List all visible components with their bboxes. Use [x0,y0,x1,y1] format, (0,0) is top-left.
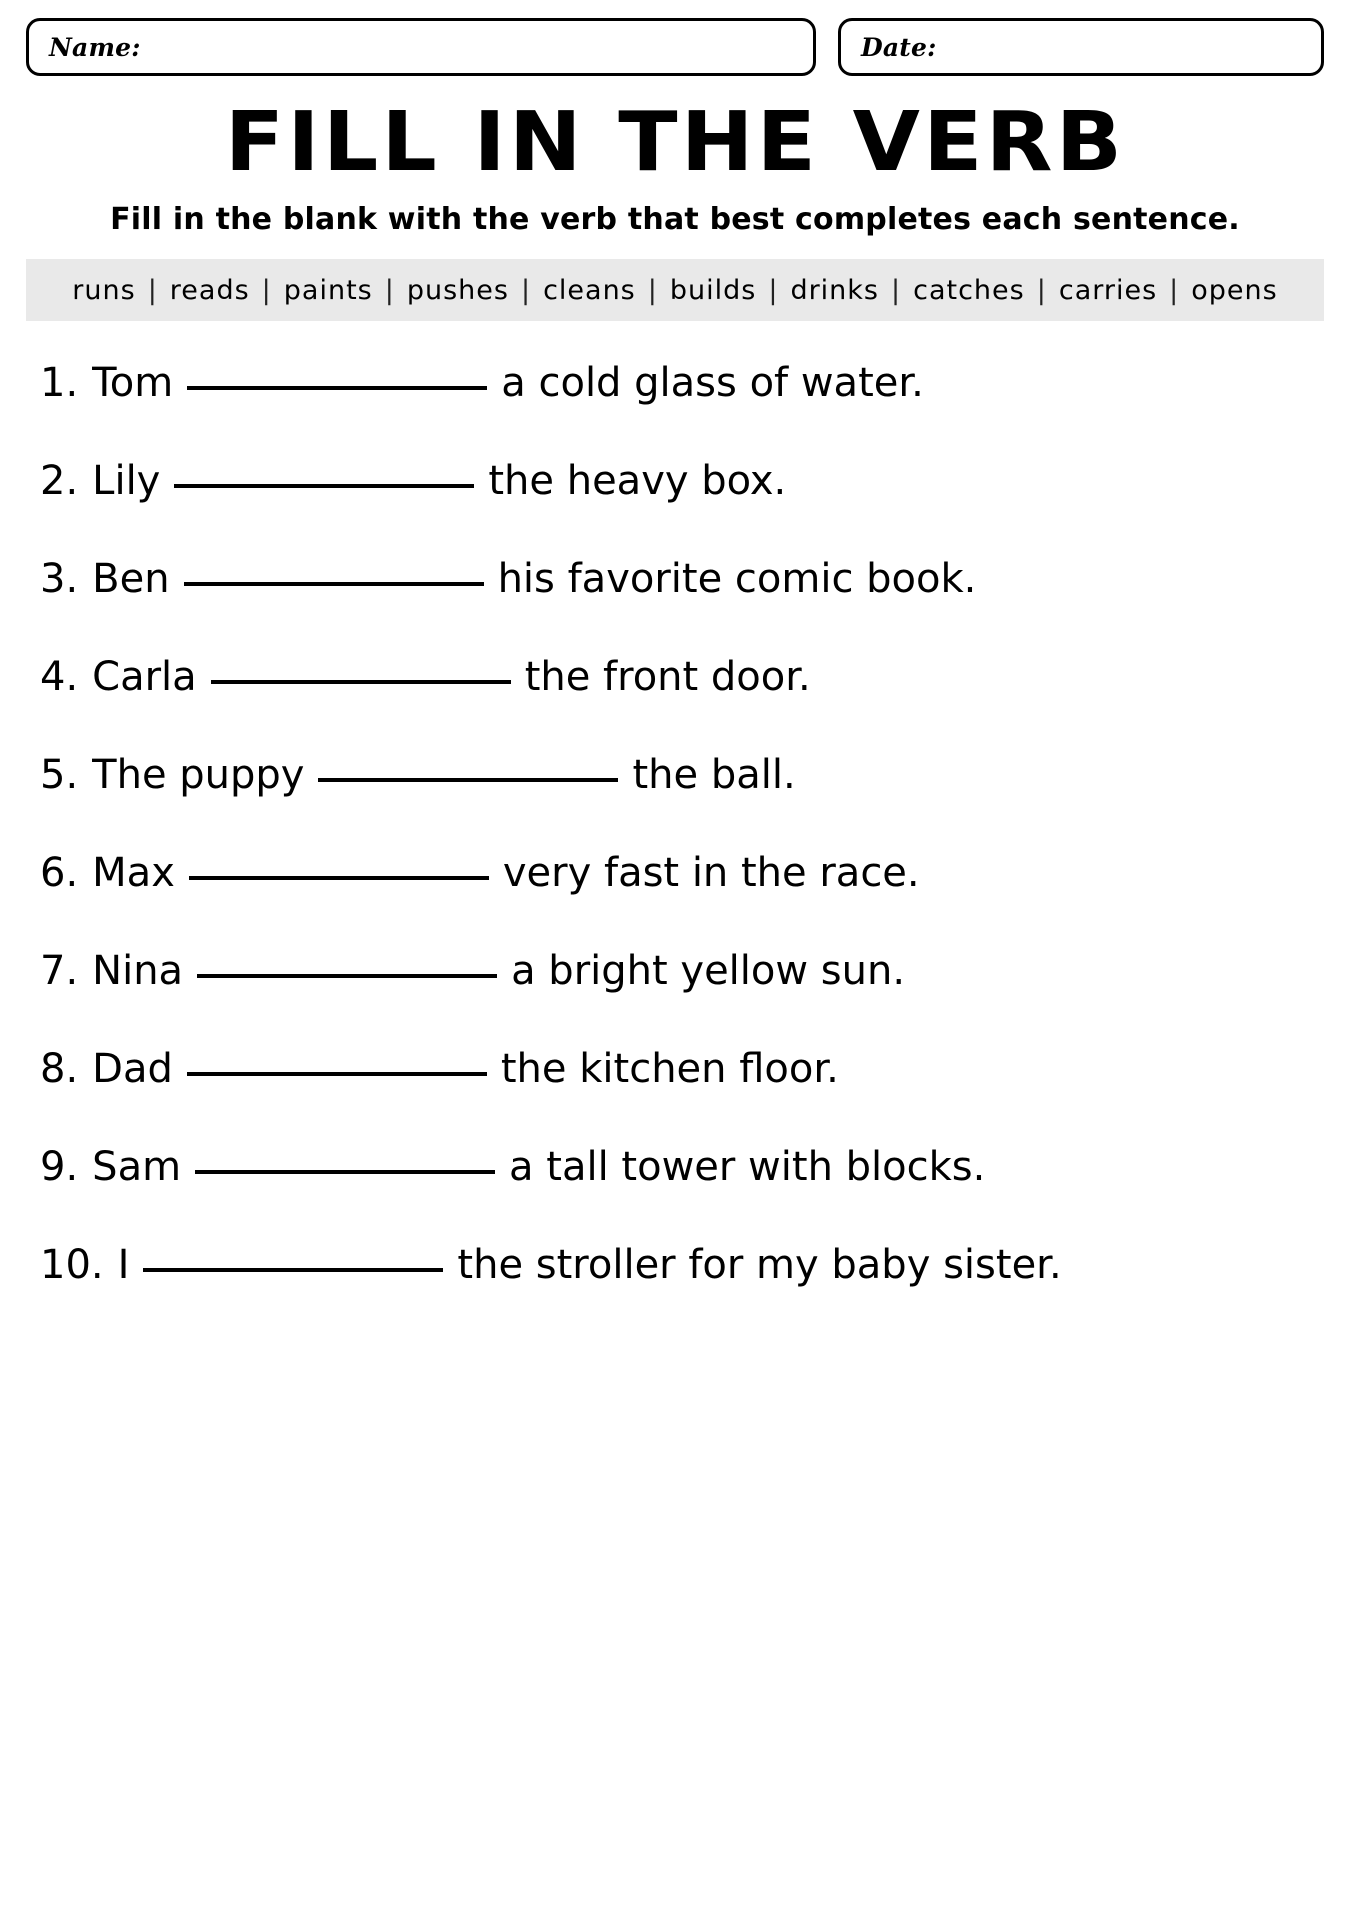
question-item [40,850,1324,896]
word-bank-word: runs [72,274,136,306]
answer-blank[interactable] [211,680,511,684]
word-bank-separator: | [1169,274,1180,306]
question-text-before-blank: Max [92,850,175,896]
word-bank-word: reads [169,274,250,306]
answer-blank[interactable] [197,974,497,978]
word-bank-word: builds [669,274,757,306]
question-text-after-blank: his favorite comic book. [497,556,977,602]
instructions: Fill in the blank with the verb that best completes each sentence. [110,202,1240,237]
question-item [40,1242,1324,1288]
word-bank-separator: | [147,274,158,306]
question-number: 6. [40,850,79,896]
word-bank-word: opens [1191,274,1278,306]
question-text-after-blank: the ball. [632,752,796,798]
word-bank-separator: | [261,274,272,306]
question-text-before-blank: I [117,1242,130,1288]
question-text-after-blank: a cold glass of water. [501,360,924,406]
answer-blank[interactable] [184,582,484,586]
answer-blank[interactable] [143,1268,443,1272]
question-item [40,948,1324,994]
word-bank-word: paints [283,274,373,306]
word-bank [26,259,1324,321]
question-item [40,752,1324,798]
question-number: 2. [40,458,79,504]
question-text-before-blank: Carla [92,654,197,700]
answer-blank[interactable] [189,876,489,880]
question-number: 10. [40,1242,104,1288]
question-number: 3. [40,556,79,602]
question-text-after-blank: the kitchen floor. [500,1046,839,1092]
question-text-before-blank: The puppy [92,752,305,798]
answer-blank[interactable] [195,1170,495,1174]
question-text-after-blank: the front door. [524,654,811,700]
answer-blank[interactable] [187,386,487,390]
question-text-after-blank: a bright yellow sun. [511,948,906,994]
word-bank-separator: | [891,274,902,306]
answer-blank[interactable] [187,1072,487,1076]
question-list [26,360,1324,1288]
word-bank-separator: | [384,274,395,306]
name-label: Name: [49,32,141,62]
word-bank-separator: | [647,274,658,306]
word-bank-word: catches [913,274,1025,306]
page-title: FILL IN THE VERB [224,95,1126,190]
question-item [40,556,1324,602]
date-label: Date: [861,32,937,62]
question-number: 5. [40,752,79,798]
question-text-after-blank: the heavy box. [488,458,787,504]
question-number: 1. [40,360,79,406]
question-text-before-blank: Nina [92,948,184,994]
word-bank-separator: | [768,274,779,306]
word-bank-word: drinks [790,274,879,306]
question-text-before-blank: Dad [92,1046,173,1092]
name-field[interactable] [26,18,816,76]
question-number: 8. [40,1046,79,1092]
date-field[interactable] [838,18,1324,76]
question-item [40,360,1324,406]
question-text-before-blank: Sam [92,1144,182,1190]
word-bank-word: carries [1058,274,1158,306]
identification-row [26,18,1324,76]
question-item [40,1144,1324,1190]
word-bank-separator: | [1036,274,1047,306]
word-bank-word: pushes [406,274,509,306]
question-number: 7. [40,948,79,994]
question-text-after-blank: a tall tower with blocks. [509,1144,986,1190]
question-number: 4. [40,654,79,700]
question-text-before-blank: Lily [92,458,161,504]
question-text-after-blank: very fast in the race. [502,850,920,896]
question-item [40,1046,1324,1092]
answer-blank[interactable] [174,484,474,488]
question-text-before-blank: Tom [92,360,174,406]
word-bank-word: cleans [543,274,636,306]
question-text-after-blank: the stroller for my baby sister. [457,1242,1062,1288]
question-item [40,458,1324,504]
question-item [40,654,1324,700]
question-number: 9. [40,1144,79,1190]
answer-blank[interactable] [318,778,618,782]
question-text-before-blank: Ben [92,556,170,602]
word-bank-separator: | [520,274,532,306]
